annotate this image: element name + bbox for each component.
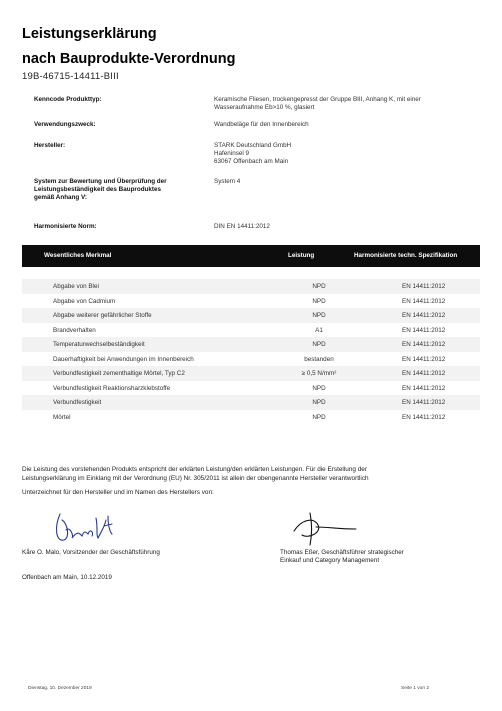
cell-leistung: NPD (312, 413, 326, 421)
hersteller-company: STARK Deutschland GmbH (214, 142, 292, 149)
cell-spez: EN 14411:2012 (402, 370, 446, 377)
kenncode-label: Kenncode Produkttyp: (34, 96, 102, 103)
cell-merkmal: Abgabe weiterer gefährlicher Stoffe (53, 312, 152, 319)
kenncode-value-line1: Keramische Fliesen, trockengepresst der Gruppe BIII, Anhang K, mit einer (214, 96, 421, 103)
table-row (22, 381, 480, 396)
cell-merkmal: Abgabe von Cadmium (53, 297, 116, 305)
cell-spez: EN 14411:2012 (402, 384, 446, 392)
table-row (22, 395, 480, 410)
cell-merkmal: Temperaturwechselbeständigkeit (53, 341, 145, 348)
place-date: Offenbach am Main, 10.12.2019 (22, 574, 112, 581)
document-number: 19B-46715-14411-BIII (22, 71, 119, 82)
table-row (22, 410, 480, 425)
cell-leistung: NPD (312, 297, 326, 305)
table-header (22, 245, 480, 267)
cell-merkmal: Verbundfestigkeit zementhaltige Mörtel, Typ C2 (53, 370, 185, 377)
cell-spez: EN 14411:2012 (402, 326, 446, 334)
table-row (22, 352, 480, 367)
system-value: System 4 (214, 178, 241, 185)
hersteller-label: Hersteller: (34, 142, 66, 149)
signed-statement: Unterzeichnet für den Hersteller und im Namen des Herstellers von: (22, 489, 214, 496)
cell-leistung: bestanden (304, 355, 334, 363)
table-row (22, 337, 480, 352)
cell-merkmal: Verbundfestigkeit Reaktionsharzklebstoffe (53, 384, 171, 392)
table-row (22, 366, 480, 381)
table-row (22, 323, 480, 338)
signature-right-image (288, 509, 360, 549)
cell-leistung: NPD (312, 341, 326, 348)
declaration-line1: Die Leistung des vorstehenden Produkts entspricht der erklärten Leistung/den erklärten Leistungen. Für die Erstellung der (22, 466, 367, 473)
signatory-right-line1: Thomas Eßer, Geschäftsführer strategischer (280, 549, 404, 556)
table-row (22, 279, 480, 294)
verwendung-value: Wandbeläge für den Innenbereich (214, 121, 309, 128)
table-row (22, 294, 480, 309)
header-merkmal: Wesentliches Merkmal (44, 252, 112, 259)
declaration-text (22, 466, 462, 483)
footer-page-number: Seite 1 von 2 (401, 686, 430, 691)
cell-spez: EN 14411:2012 (402, 399, 446, 406)
cell-spez: EN 14411:2012 (402, 341, 446, 348)
declaration-line2: Leistungserklärung im Einklang mit der Verordnung (EU) Nr. 305/2011 ist allein der obengenannte Hersteller verantwortlich (22, 474, 369, 482)
cell-leistung: NPD (312, 312, 326, 319)
verwendung-label: Verwendungszweck: (34, 121, 96, 128)
system-label (34, 178, 167, 202)
hersteller-street: Hafeninsel 9 (214, 150, 250, 157)
system-label-line1: System zur Bewertung und Überprüfung der (34, 178, 167, 185)
cell-spez: EN 14411:2012 (402, 355, 446, 363)
kenncode-value (214, 96, 474, 112)
cell-leistung: ≥ 0,5 N/mm² (301, 370, 337, 377)
cell-leistung: NPD (312, 399, 326, 406)
norm-label: Harmonisierte Norm: (34, 223, 97, 230)
hersteller-city: 63067 Offenbach am Main (214, 158, 289, 165)
cell-spez: EN 14411:2012 (402, 283, 446, 290)
page-subtitle: nach Bauprodukte-Verordnung (22, 51, 236, 67)
cell-spez: EN 14411:2012 (402, 297, 446, 305)
cell-merkmal: Verbundfestigkeit (53, 399, 102, 406)
cell-merkmal: Dauerhaftigkeit bei Anwendungen im Innenbereich (53, 355, 194, 363)
cell-leistung: NPD (312, 384, 326, 392)
table-row (22, 308, 480, 323)
footer-date: Dienstag, 10. Dezember 2019 (28, 686, 92, 691)
signatory-right-line2: Einkauf und Category Management (280, 557, 380, 565)
cell-spez: EN 14411:2012 (402, 312, 446, 319)
cell-spez: EN 14411:2012 (402, 413, 446, 421)
cell-leistung: NPD (312, 283, 326, 290)
signatory-left-name: Kåre O. Malo, Vorsitzender der Geschäftsführung (22, 549, 160, 556)
hersteller-address (214, 142, 474, 166)
signatory-right-name (280, 549, 404, 566)
table-body (22, 279, 480, 424)
system-label-line2: Leistungsbeständigkeit des Bauproduktes (34, 186, 162, 193)
cell-merkmal: Brandverhalten (53, 326, 96, 334)
page-title: Leistungserklärung (22, 26, 157, 42)
cell-merkmal: Mörtel (53, 413, 71, 421)
header-spezifikation: Harmonisierte techn. Spezifikation (354, 252, 458, 259)
system-label-line3: gemäß Anhang V: (34, 194, 87, 201)
signature-left-image (50, 506, 120, 548)
cell-leistung: A1 (315, 326, 323, 334)
cell-merkmal: Abgabe von Blei (53, 283, 99, 290)
header-leistung: Leistung (288, 252, 315, 259)
kenncode-value-line2: Wasseraufnahme Eb>10 %, glasiert (214, 104, 315, 111)
norm-value: DIN EN 14411:2012 (214, 223, 270, 230)
